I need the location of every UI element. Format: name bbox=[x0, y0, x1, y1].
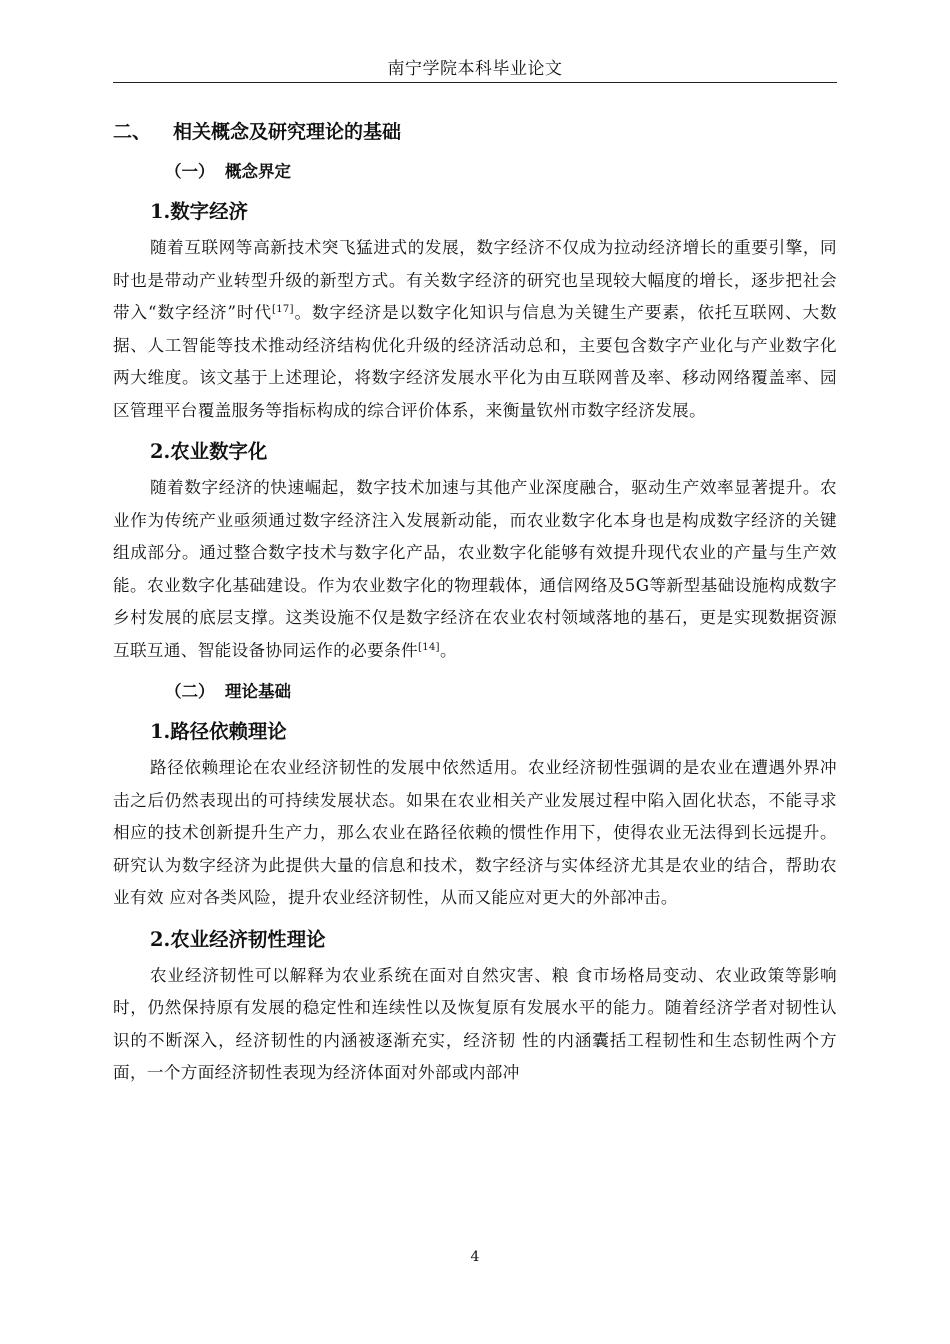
paragraph-text: 随着互联网等高新技术突飞猛进式的发展，数字经济不仅成为拉动经济增长的重要引擎，同时也是带动产业转型升级的新型方式。有关数字经济的研究也呈现较大幅度的增长，逐步把社会 带入“数字经济”时代 bbox=[113, 238, 837, 322]
subsection-title: 理论基础 bbox=[225, 682, 291, 701]
citation-ref: [14] bbox=[418, 641, 440, 653]
paragraph-path-dependence: 路径依赖理论在农业经济韧性的发展中依然适用。农业经济韧性强调的是农业在遭遇外界冲击之后仍然表现出的可持续发展状态。如果在农业相关产业发展过程中陷入固化状态，不能寻求相应的技术创新提升生产力，那么农业在路径依赖的惯性作用下，使得农业无法得到长远提升。研究认为数字经济为此提供大量的信息和技术，数字经济与实体经济尤其是农业的结合，帮助农业有效 应对各类风险，提升农业经济韧性，从而又能应对更大的外部冲击。 bbox=[113, 758, 837, 907]
item-heading-digital-economy: 1.数字经济 bbox=[150, 200, 248, 223]
paragraph-digital-economy bbox=[113, 232, 837, 427]
subsection-heading-theory bbox=[113, 672, 837, 712]
section-heading bbox=[113, 112, 837, 152]
page-header: 南宁学院本科毕业论文 bbox=[387, 59, 563, 79]
paragraph-text: 。数字经济是以数字化知识与信息为关键生产要素，依托互联网、大数据、人工智能等技术推动经济结构优化升级的经济活动总和，主要包含数字产业化与产业数字化两大维度。该文基于上述理论，将数字经济发展水平化为由互联网普及率、移动网络覆盖率、园区管理平台覆盖服务等指标构成的综合评价体系，来衡量钦州市数字经济发展。 bbox=[113, 303, 837, 420]
citation-ref: [17] bbox=[271, 304, 294, 315]
page-body bbox=[113, 112, 837, 1090]
item-heading-agri-digitalization: 2.农业数字化 bbox=[150, 440, 268, 463]
page-number: 4 bbox=[470, 1249, 480, 1265]
paragraph-agri-resilience: 农业经济韧性可以解释为农业系统在面对自然灾害、粮 食市场格局变动、农业政策等影响时，仍然保持原有发展的稳定性和连续性以及恢复原有发展水平的能力。随着经济学者对韧性认识的不断深入，经济韧性的内涵被逐渐充实，经济韧 性的内涵囊括工程韧性和生态韧性两个方面，一个方面经济韧性表现为经济体面对外部或内部冲 bbox=[113, 965, 837, 1082]
subsection-number: （二） bbox=[165, 682, 215, 701]
paragraph-text: 。 bbox=[439, 640, 457, 660]
subsection-heading-concepts bbox=[113, 152, 837, 192]
subsection-number: （一） bbox=[165, 162, 215, 181]
paragraph-agri-digitalization bbox=[113, 472, 837, 667]
section-number: 二、 bbox=[113, 121, 152, 143]
section-title: 相关概念及研究理论的基础 bbox=[173, 121, 402, 143]
subsection-title: 概念界定 bbox=[225, 162, 291, 181]
paragraph-text: 随着数字经济的快速崛起，数字技术加速与其他产业深度融合，驱动生产效率显著提升。农业作为传统产业亟须通过数字经济注入发展新动能，而农业数字化本身也是构成数字经济的关键组成部分。通过整合数字技术与数字化产品，农业数字化能够有效提升现代农业的产量与生产效能。农业数字化基础建设。作为农业数字化的物理载体，通信网络及5G等新型基础设施构成数字乡村发展的底层支撑。这类设施不仅是数字经济在农业农村领域落地的基石，更是实现数据资源互联互通、智能设备协同运作的必要条件 bbox=[113, 478, 837, 660]
item-heading-agri-resilience: 2.农业经济韧性理论 bbox=[150, 927, 326, 951]
header-rule bbox=[113, 82, 837, 83]
item-heading-path-dependence: 1.路径依赖理论 bbox=[150, 720, 287, 743]
